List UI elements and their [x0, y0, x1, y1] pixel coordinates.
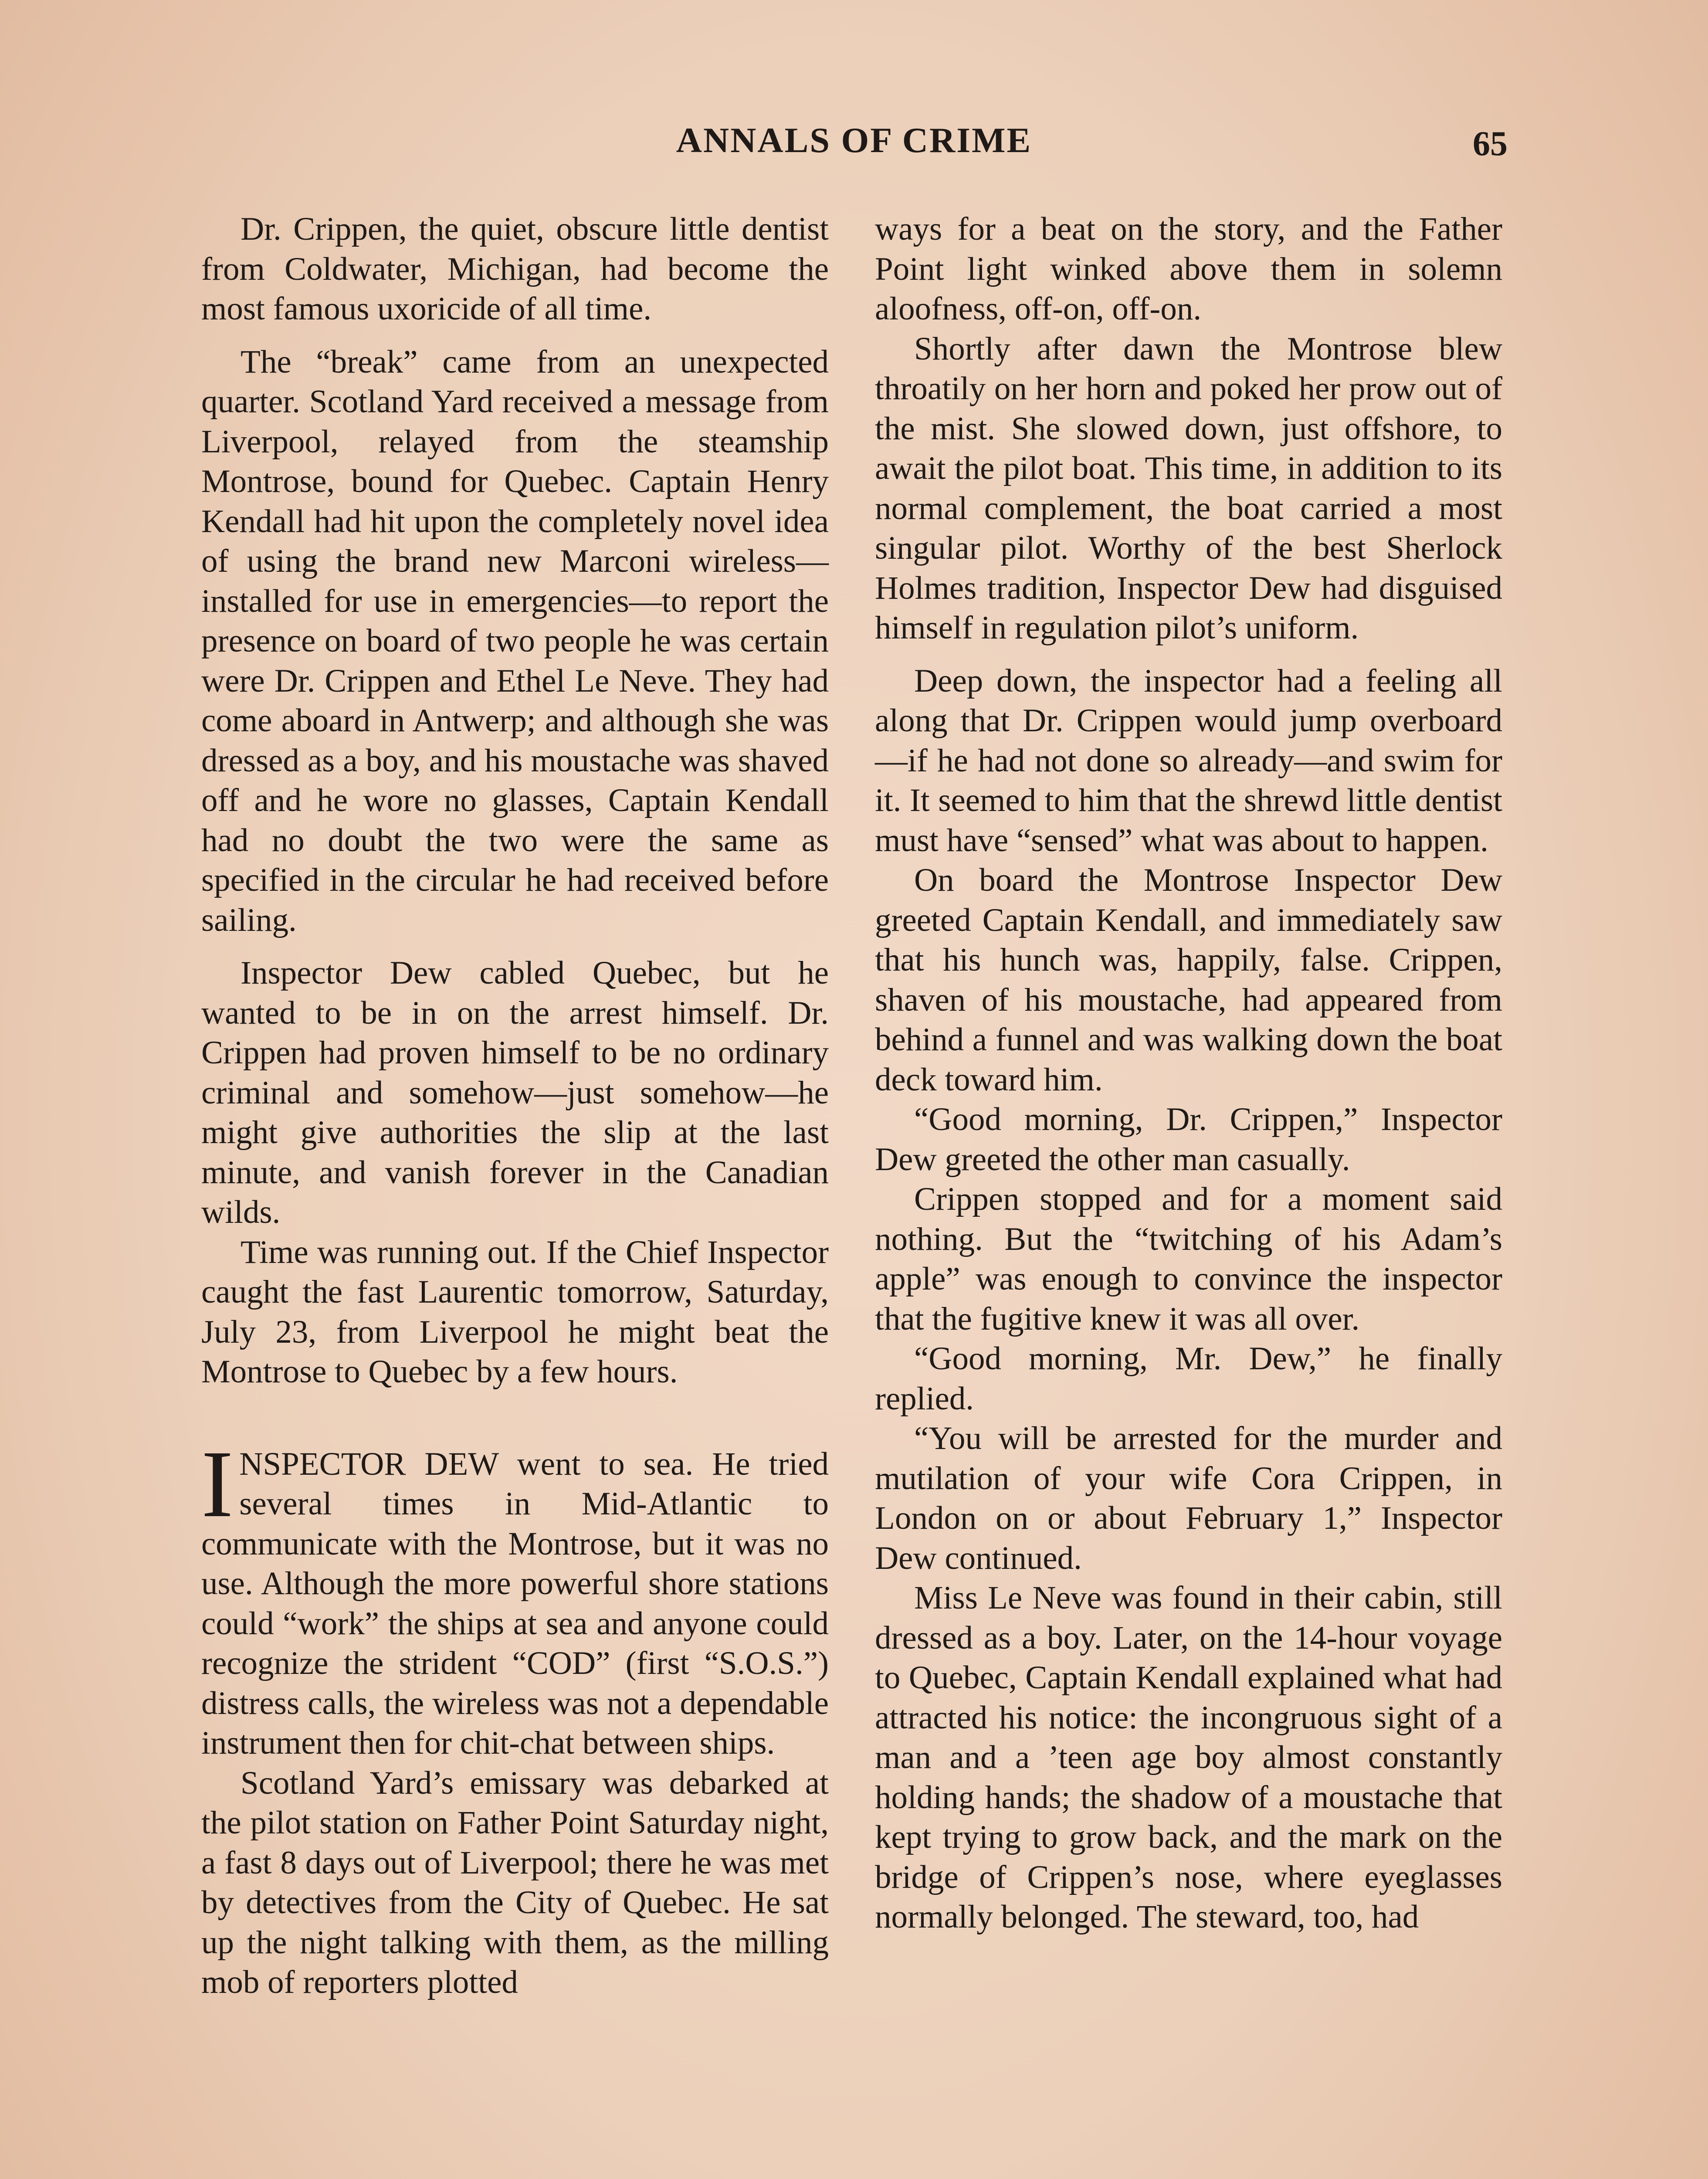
paragraph: “Good morning, Mr. Dew,” he finally replied.	[875, 1341, 1502, 1417]
paragraph: The “break” came from an unexpected quarter. Scotland Yard received a message from Liverpool, relayed from the steamship Montrose, bound for Quebec. Captain Henry Kendall had hit upon the completely novel idea of using the brand new Marconi wireless—installed for use in emergencies—to report the presence on board of two people he was certain were Dr. Crippen and Ethel Le Neve. They had come aboard in Antwerp; and although she was dressed as a boy, and his moustache was shaved off and he wore no glasses, Captain Kendall had no doubt the two were the same as specified in the circular he had received before sailing.	[201, 343, 829, 938]
paragraph: Dr. Crippen, the quiet, obscure little dentist from Coldwater, Michigan, had become the most famous uxoricide of all time.	[201, 211, 829, 327]
paragraph: “Good morning, Dr. Crippen,” Inspector Dew greeted the other man casually.	[875, 1101, 1502, 1178]
paragraph: On board the Montrose Inspector Dew greeted Captain Kendall, and immediately saw that his hunch was, happily, false. Crippen, shaven of his moustache, had appeared from behind a funnel and was walking down the boat deck toward him.	[875, 862, 1502, 1098]
paragraph-text: NSPECTOR DEW went to sea. He tried several times in Mid-Atlantic to communicate with the Montrose, but it was no use. Although the more powerful shore stations could “work” the ships at sea and anyone could recognize the strident “COD” (first “S.O.S.”) distress calls, the wireless was not a dependable instrument then for chit-chat between ships.	[201, 1446, 829, 1761]
running-title: ANNALS OF CRIME	[676, 120, 1032, 160]
left-column	[201, 209, 829, 2003]
section-opening-paragraph	[201, 1430, 829, 1763]
page-number: 65	[1473, 125, 1508, 163]
paragraph: Miss Le Neve was found in their cabin, still dressed as a boy. Later, on the 14-hour voyage to Quebec, Captain Kendall explained what had attracted his notice: the incongruous sight of a man and a ’teen age boy almost constantly holding hands; the shadow of a moustache that kept trying to grow back, and the mark on the bridge of Crippen’s nose, where eyeglasses normally belonged. The steward, too, had	[875, 1580, 1502, 1935]
paragraph: “You will be arrested for the murder and mutilation of your wife Cora Crippen, in London on or about February 1,” Inspector Dew continued.	[875, 1420, 1502, 1576]
drop-cap: I	[201, 1430, 234, 1537]
page-header	[200, 120, 1508, 172]
paragraph: ways for a beat on the story, and the Father Point light winked above them in solemn aloofness, off-on, off-on.	[875, 211, 1502, 327]
paragraph: Inspector Dew cabled Quebec, but he wanted to be in on the arrest himself. Dr. Crippen had proven himself to be no ordinary criminal and somehow—just somehow—he might give authorities the slip at the last minute, and vanish forever in the Canadian wilds.	[201, 955, 829, 1230]
right-column	[875, 209, 1502, 1937]
paragraph: Time was running out. If the Chief Inspector caught the fast Laurentic tomorrow, Saturday, July 23, from Liverpool he might beat the Montrose to Quebec by a few hours.	[201, 1234, 829, 1390]
paragraph: Deep down, the inspector had a feeling all along that Dr. Crippen would jump overboard—if he had not done so already—and swim for it. It seemed to him that the shrewd little dentist must have “sensed” what was about to happen.	[875, 662, 1502, 859]
paragraph: Shortly after dawn the Montrose blew throatily on her horn and poked her prow out of the mist. She slowed down, just offshore, to await the pilot boat. This time, in addition to its normal complement, the boat carried a most singular pilot. Worthy of the best Sherlock Holmes tradition, Inspector Dew had disguised himself in regulation pilot’s uniform.	[875, 330, 1502, 646]
paragraph: Crippen stopped and for a moment said nothing. But the “twitching of his Adam’s apple” was enough to convince the inspector that the fugitive knew it was all over.	[875, 1181, 1502, 1337]
paragraph: Scotland Yard’s emissary was debarked at the pilot station on Father Point Saturday night, a fast 8 days out of Liverpool; there he was met by detectives from the City of Quebec. He sat up the night talking with them, as the milling mob of reporters plotted	[201, 1765, 829, 2000]
